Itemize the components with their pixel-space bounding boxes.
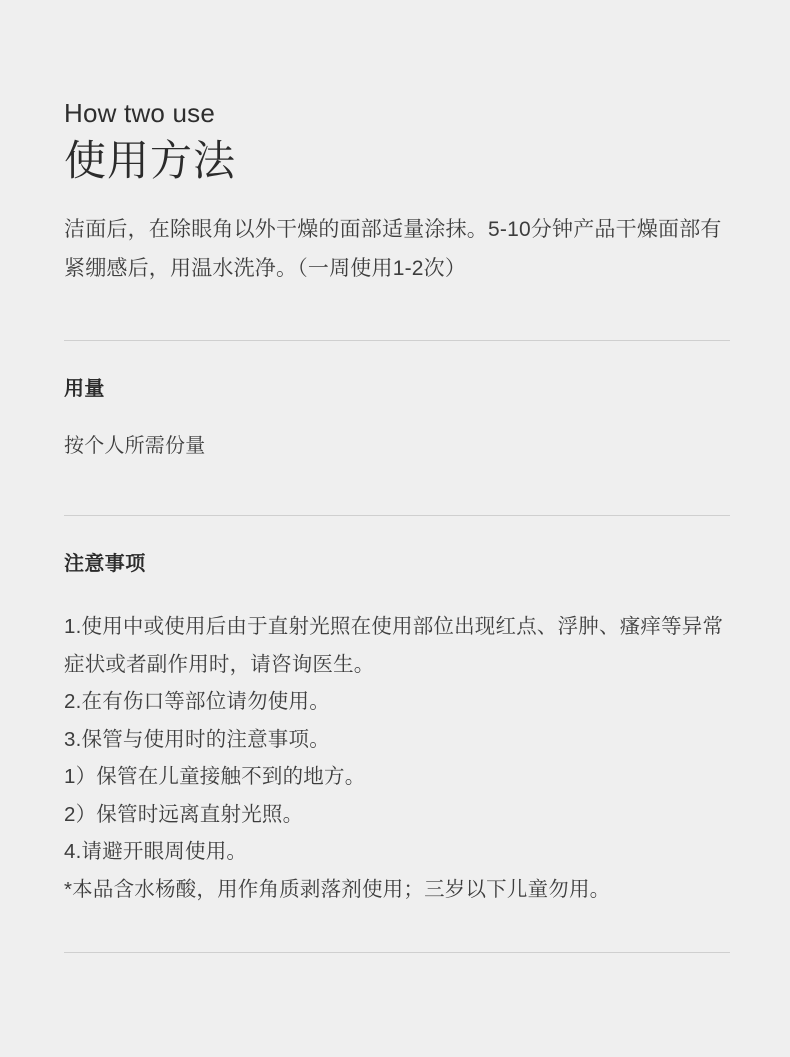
spacer-after-divider-2 (64, 516, 730, 550)
spacer-before-divider-2 (64, 463, 730, 515)
precaution-line: 1.使用中或使用后由于直射光照在使用部位出现红点、浮肿、瘙痒等异常症状或者副作用时，请咨询医生。 (64, 615, 724, 676)
section-precautions-list (64, 608, 730, 908)
section-dosage-heading: 用量 (64, 378, 105, 400)
spacer-precautions (64, 578, 730, 608)
divider-3 (64, 952, 730, 953)
section-eyebrow-how-to-use: How two use (64, 98, 216, 128)
section-dosage (64, 375, 730, 463)
precaution-line: 2.在有伤口等部位请勿使用。 (64, 690, 330, 713)
precaution-line: 4.请避开眼周使用。 (64, 840, 248, 863)
how-to-use-description: 洁面后，在除眼角以外干燥的面部适量涂抹。5-10分钟产品干燥面部有紧绷感后，用温水洗净。（一周使用1-2次） (64, 218, 722, 280)
page-title: 使用方法 (64, 137, 237, 184)
content-column (64, 96, 730, 953)
section-precautions (64, 550, 730, 908)
precaution-line: 3.保管与使用时的注意事项。 (64, 727, 330, 751)
spacer-after-divider-1 (64, 341, 730, 375)
precaution-line: 2）保管时远离直射光照。 (64, 802, 304, 826)
precaution-line: 1）保管在儿童接触不到的地方。 (64, 765, 366, 788)
spacer-before-divider-3 (64, 908, 730, 952)
section-dosage-body: 按个人所需份量 (64, 435, 206, 457)
spacer-dosage (64, 403, 730, 429)
spacer-before-divider-1 (64, 288, 730, 340)
precaution-line: *本品含水杨酸，用作角质剥落剂使用；三岁以下儿童勿用。 (64, 877, 611, 901)
section-precautions-heading: 注意事项 (64, 553, 146, 575)
